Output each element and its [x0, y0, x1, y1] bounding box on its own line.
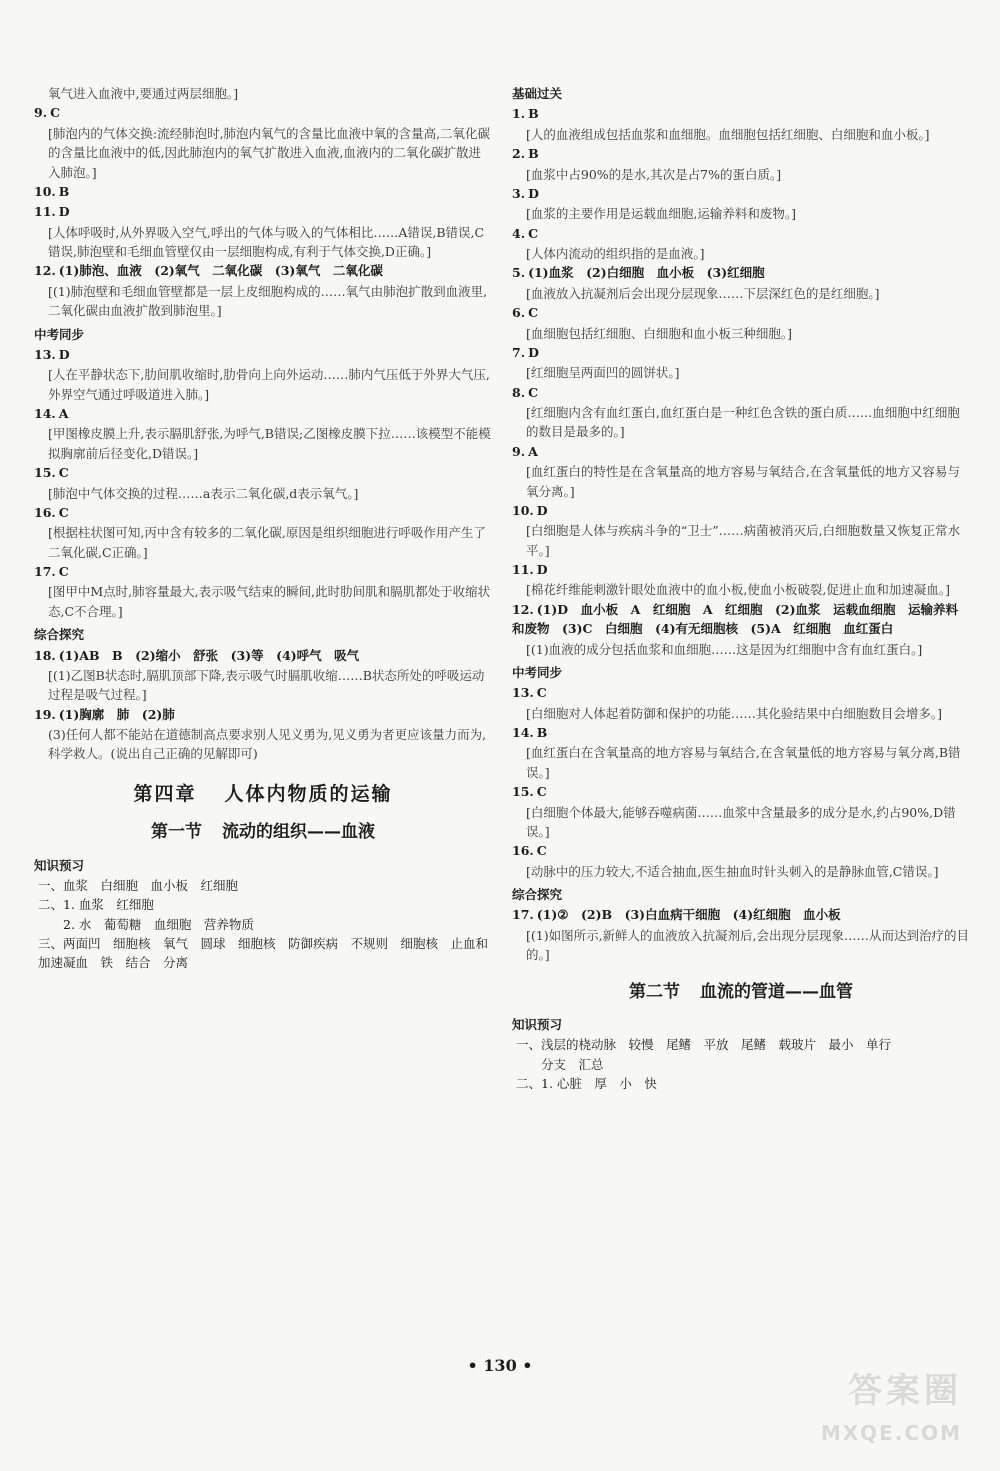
right-column — [512, 84, 970, 1093]
answer-choice: D — [58, 346, 70, 362]
answer-entry — [34, 463, 492, 482]
left-sync-entries — [34, 345, 492, 621]
preview-line: 二、1. 心脏 厚 小 快 — [516, 1075, 657, 1091]
question-number: 18. — [34, 647, 56, 663]
answer-choice: C — [58, 465, 69, 481]
question-number: 14. — [512, 725, 534, 740]
answer-explanation: [血液放入抗凝剂后会出现分层现象……下层深红色的是红细胞。] — [526, 285, 880, 301]
answer-explanation: [红细胞内含有血红蛋白,血红蛋白是一种红色含铁的蛋白质……血细胞中红细胞的数目是最多的。] — [526, 405, 960, 440]
answer-entry — [512, 383, 970, 402]
preview-line: 2. 水 葡萄糖 血细胞 营养物质 — [38, 916, 254, 932]
right-explore-entries — [512, 905, 970, 964]
answer-entry — [512, 782, 970, 801]
answer-explanation: [血红蛋白在含氧量高的地方容易与氧结合,在含氧量低的地方容易与氧分离,B错误。] — [526, 745, 961, 780]
answer-choice: D — [528, 344, 539, 360]
page-number: • 130 • — [467, 1356, 533, 1375]
answer-entry — [512, 841, 970, 860]
answer-entry — [512, 905, 970, 924]
answer-entry — [34, 202, 492, 221]
question-number: 7. — [512, 344, 526, 360]
answer-choice: C — [58, 504, 69, 520]
question-number: 10. — [34, 183, 56, 199]
right-preview-lines — [512, 1035, 970, 1093]
section-title-2: 血流的管道——血管 — [700, 981, 853, 1002]
answer-choice: D — [536, 562, 548, 577]
answer-choice: (1)② (2)B (3)白血病干细胞 (4)红细胞 血小板 — [536, 907, 841, 923]
answer-explanation: [(1)血液的成分包括血浆和血细胞……这是因为红细胞中含有血红蛋白。] — [526, 641, 923, 657]
answer-choice: C — [536, 784, 547, 800]
answer-entry — [34, 646, 492, 665]
answer-explanation: [肺泡内的气体交换:流经肺泡时,肺泡内氧气的含量比血液中氧的含量高,二氧化碳的含量比血液中的低,因此肺泡内的氧气扩散进入血液,血液内的二氧化碳扩散进入肺泡。] — [48, 125, 491, 180]
question-number: 15. — [512, 784, 534, 800]
section-title-1: 流动的组织——血液 — [222, 822, 375, 843]
answer-explanation: [图甲中M点时,肺容量最大,表示吸气结束的瞬间,此时肋间肌和膈肌都处于收缩状态,C不合理。] — [48, 584, 491, 619]
question-number: 17. — [512, 907, 534, 923]
question-number: 11. — [34, 204, 56, 220]
answer-entry — [34, 404, 492, 423]
answer-choice: B — [528, 106, 539, 122]
answer-explanation: [人体呼吸时,从外界吸入空气,呼出的气体与吸入的气体相比……A错误,B错误,C错误,肺泡壁和毛细血管壁仅由一层细胞构成,有利于气体交换,D正确。] — [48, 224, 485, 259]
answer-explanation: [白细胞是人体与疾病斗争的“卫士”……病菌被消灭后,白细胞数量又恢复正常水平。] — [526, 523, 961, 558]
answer-explanation: [血浆中占90%的是水,其次是占7%的蛋白质。] — [526, 166, 782, 182]
answer-choice: (1)血浆 (2)白细胞 血小板 (3)红细胞 — [528, 265, 765, 281]
answer-choice: (1)肺泡、血液 (2)氧气 二氧化碳 (3)氧气 二氧化碳 — [58, 263, 383, 279]
answer-choice: C — [528, 305, 539, 321]
watermark-top: 答案圈 — [848, 1371, 962, 1411]
section-heading-1 — [34, 819, 492, 845]
question-number: 12. — [34, 263, 56, 279]
answer-choice: C — [536, 843, 547, 859]
preview-line: 一、浅层的桡动脉 较慢 尾鳍 平放 尾鳍 载玻片 最小 单行 — [516, 1037, 892, 1053]
question-number: 13. — [34, 346, 56, 362]
answer-choice: D — [536, 502, 548, 518]
left-explore-heading: 综合探究 — [34, 627, 85, 643]
question-number: 6. — [512, 305, 526, 321]
answer-explanation: [肺泡中气体交换的过程……a表示二氧化碳,d表示氧气。] — [48, 485, 359, 501]
answer-choice: (1)AB B (2)缩小 舒张 (3)等 (4)呼气 吸气 — [58, 647, 360, 663]
answer-entry — [512, 263, 970, 282]
question-number: 5. — [512, 265, 526, 281]
answer-choice: D — [528, 185, 539, 201]
answer-entry — [512, 560, 970, 579]
question-number: 3. — [512, 185, 526, 201]
continued-line: 氧气进入血液中,要通过两层细胞。] — [48, 86, 239, 101]
right-explore-heading: 综合探究 — [512, 887, 563, 902]
answer-choice: B — [528, 146, 539, 162]
right-preview-heading: 知识预习 — [512, 1016, 563, 1032]
answer-choice: D — [58, 204, 70, 220]
chapter-label: 第四章 — [133, 782, 197, 805]
answer-entry — [512, 184, 970, 203]
left-entries — [34, 103, 492, 320]
answer-explanation: [棉花纤维能刺激针眼处血液中的血小板,使血小板破裂,促进止血和加速凝血。] — [526, 582, 950, 598]
answer-explanation: [(1)乙图B状态时,膈肌顶部下降,表示吸气时膈肌收缩……B状态所处的呼吸运动过程是吸气过程。] — [48, 667, 485, 703]
question-number: 9. — [34, 105, 48, 121]
question-number: 19. — [34, 706, 56, 722]
answer-explanation: [甲图橡皮膜上升,表示膈肌舒张,为呼气,B错误;乙图橡皮膜下拉……该模型不能模拟胸廓前后径变化,D错误。] — [48, 426, 491, 461]
watermark-bottom: MXQE.COM — [820, 1420, 962, 1445]
question-number: 11. — [512, 562, 534, 577]
left-explore-entries — [34, 646, 492, 764]
answer-entry — [512, 600, 970, 639]
answer-explanation: [(1)如图所示,新鲜人的血液放入抗凝剂后,会出现分层现象……从而达到治疗的目的。] — [526, 927, 970, 963]
question-number: 9. — [512, 443, 526, 459]
preview-line: 三、两面凹 细胞核 氧气 圆球 细胞核 防御疾病 不规则 细胞核 止血和加速凝血 铁 结合 分离 — [38, 936, 489, 971]
chapter-heading — [34, 780, 492, 809]
answer-explanation: [人体内流动的组织指的是血液。] — [526, 246, 705, 261]
answer-entry — [512, 442, 970, 461]
answer-choice: (1)D 血小板 A 红细胞 A 红细胞 (2)血浆 运载血细胞 运输养料和废物 (3)C 白细胞 (4)有无细胞核 (5)A 红细胞 血红蛋白 — [512, 601, 959, 637]
left-sync-heading: 中考同步 — [34, 326, 85, 342]
question-number: 4. — [512, 225, 526, 241]
answer-entry — [512, 224, 970, 243]
left-preview-lines — [34, 876, 492, 973]
answer-explanation: [血红蛋白的特性是在含氧量高的地方容易与氧结合,在含氧量低的地方又容易与氧分离。] — [526, 464, 960, 499]
question-number: 14. — [34, 406, 56, 421]
section-label-2: 第二节 — [629, 981, 680, 1002]
right-sync-entries — [512, 683, 970, 881]
answer-choice: C — [536, 685, 547, 701]
answer-entry — [512, 144, 970, 163]
watermark-logo — [772, 1365, 962, 1445]
question-number: 16. — [34, 504, 56, 520]
question-number: 12. — [512, 601, 534, 617]
right-basic-entries — [512, 104, 970, 659]
question-number: 1. — [512, 106, 526, 122]
answer-choice: (1)胸廓 肺 (2)肺 — [58, 706, 175, 722]
answer-explanation: [红细胞呈两面凹的圆饼状。] — [526, 365, 680, 381]
answer-explanation: [人在平静状态下,肋间肌收缩时,肋骨向上向外运动……肺内气压低于外界大气压,外界空气通过呼吸道进入肺。] — [48, 367, 490, 402]
answer-entry — [34, 705, 492, 724]
answer-explanation: [血细胞包括红细胞、白细胞和血小板三种细胞。] — [526, 325, 793, 341]
answer-entry — [512, 723, 970, 742]
chapter-title: 人体内物质的运输 — [224, 782, 393, 805]
left-column — [34, 84, 492, 973]
answer-explanation: [根据柱状图可知,丙中含有较多的二氧化碳,原因是组织细胞进行呼吸作用产生了二氧化碳,C正确。] — [48, 525, 486, 560]
answer-explanation: [血浆的主要作用是运载血细胞,运输养料和废物。] — [526, 206, 796, 222]
answer-entry — [34, 261, 492, 280]
answer-choice: B — [536, 725, 548, 740]
question-number: 15. — [34, 465, 56, 481]
answer-choice: C — [50, 105, 61, 121]
answer-choice: C — [528, 384, 539, 400]
answer-entry — [34, 503, 492, 522]
answer-explanation: [人的血液组成包括血浆和血细胞。血细胞包括红细胞、白细胞和血小板。] — [526, 126, 930, 142]
answer-explanation: (3)任何人都不能站在道德制高点要求别人见义勇为,见义勇为者更应该量力而为,科学救人。(说出自己正确的见解即可) — [48, 727, 487, 762]
answer-entry — [512, 303, 970, 322]
answer-choice: A — [528, 443, 538, 459]
answer-choice: A — [58, 406, 69, 421]
question-number: 17. — [34, 564, 56, 579]
answer-entry — [34, 345, 492, 364]
answer-choice: C — [528, 225, 539, 241]
preview-line: 二、1. 血浆 红细胞 — [38, 897, 154, 913]
question-number: 10. — [512, 502, 534, 518]
question-number: 16. — [512, 843, 534, 859]
answer-entry — [512, 683, 970, 702]
answer-entry — [512, 343, 970, 362]
answer-explanation: [白细胞对人体起着防御和保护的功能……其化验结果中白细胞数目会增多。] — [526, 705, 943, 721]
answer-entry — [512, 501, 970, 520]
section-label-1: 第一节 — [151, 822, 202, 843]
preview-line: 分支 汇总 — [516, 1056, 604, 1072]
answer-choice: B — [58, 183, 70, 199]
left-preview-heading: 知识预习 — [34, 857, 85, 873]
right-sync-heading: 中考同步 — [512, 664, 563, 680]
answer-choice: C — [58, 564, 69, 579]
answer-entry — [34, 562, 492, 581]
answer-explanation: [动脉中的压力较大,不适合抽血,医生抽血时针头刺入的是静脉血管,C错误。] — [526, 863, 939, 879]
question-number: 13. — [512, 685, 534, 701]
question-number: 8. — [512, 384, 526, 400]
answer-explanation: [白细胞个体最大,能够吞噬病菌……血浆中含量最多的成分是水,约占90%,D错误。] — [526, 804, 956, 839]
answer-entry — [512, 104, 970, 123]
answer-entry — [34, 103, 492, 122]
right-basic-heading: 基础过关 — [512, 86, 563, 101]
section-heading-2 — [512, 979, 970, 1005]
answer-entry — [34, 182, 492, 201]
preview-line: 一、血浆 白细胞 血小板 红细胞 — [38, 877, 239, 893]
answer-explanation: [(1)肺泡壁和毛细血管壁都是一层上皮细胞构成的……氧气由肺泡扩散到血液里,二氧化碳由血液扩散到肺泡里。] — [48, 283, 488, 319]
question-number: 2. — [512, 146, 526, 162]
